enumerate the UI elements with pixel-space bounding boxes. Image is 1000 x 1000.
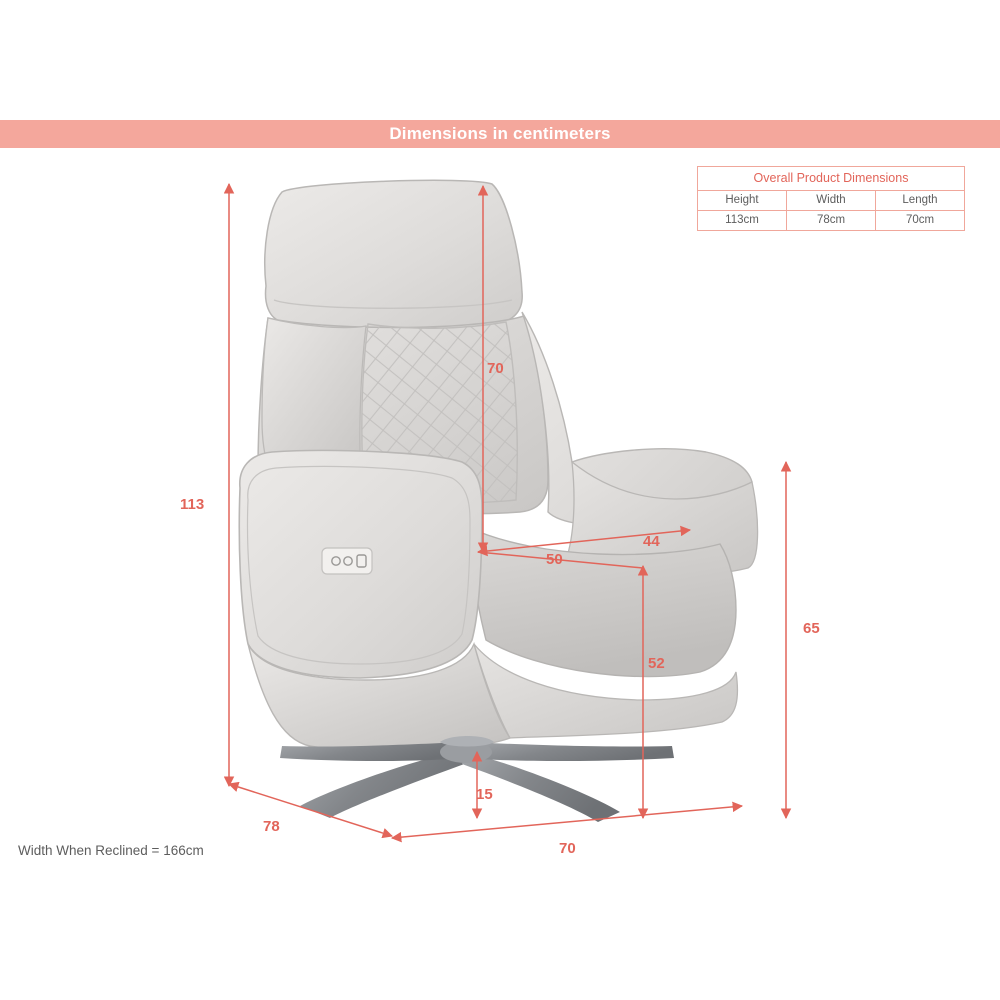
spec-table-value-row (698, 211, 965, 231)
reclined-width-note: Width When Reclined = 166cm (18, 843, 204, 858)
spec-header-length: Length (876, 191, 965, 211)
dim-label-15: 15 (476, 786, 493, 803)
dim-label-78: 78 (263, 818, 280, 835)
spec-header-width: Width (787, 191, 876, 211)
spec-value-height: 113cm (698, 211, 787, 231)
spec-value-width: 78cm (787, 211, 876, 231)
dim-label-52: 52 (648, 655, 665, 672)
spec-table-title-row (698, 167, 965, 191)
overall-dimensions-table (697, 166, 965, 231)
dim-label-70-back: 70 (487, 360, 504, 377)
spec-header-height: Height (698, 191, 787, 211)
dim-label-44: 44 (643, 533, 660, 550)
dim-label-65: 65 (803, 620, 820, 637)
spec-table-header-row (698, 191, 965, 211)
dim-label-70-depth: 70 (559, 840, 576, 857)
banner-title: Dimensions in centimeters (389, 124, 611, 143)
dim-label-113: 113 (180, 496, 205, 513)
spec-table-title: Overall Product Dimensions (698, 167, 965, 191)
dim-label-50: 50 (546, 551, 563, 568)
spec-value-length: 70cm (876, 211, 965, 231)
